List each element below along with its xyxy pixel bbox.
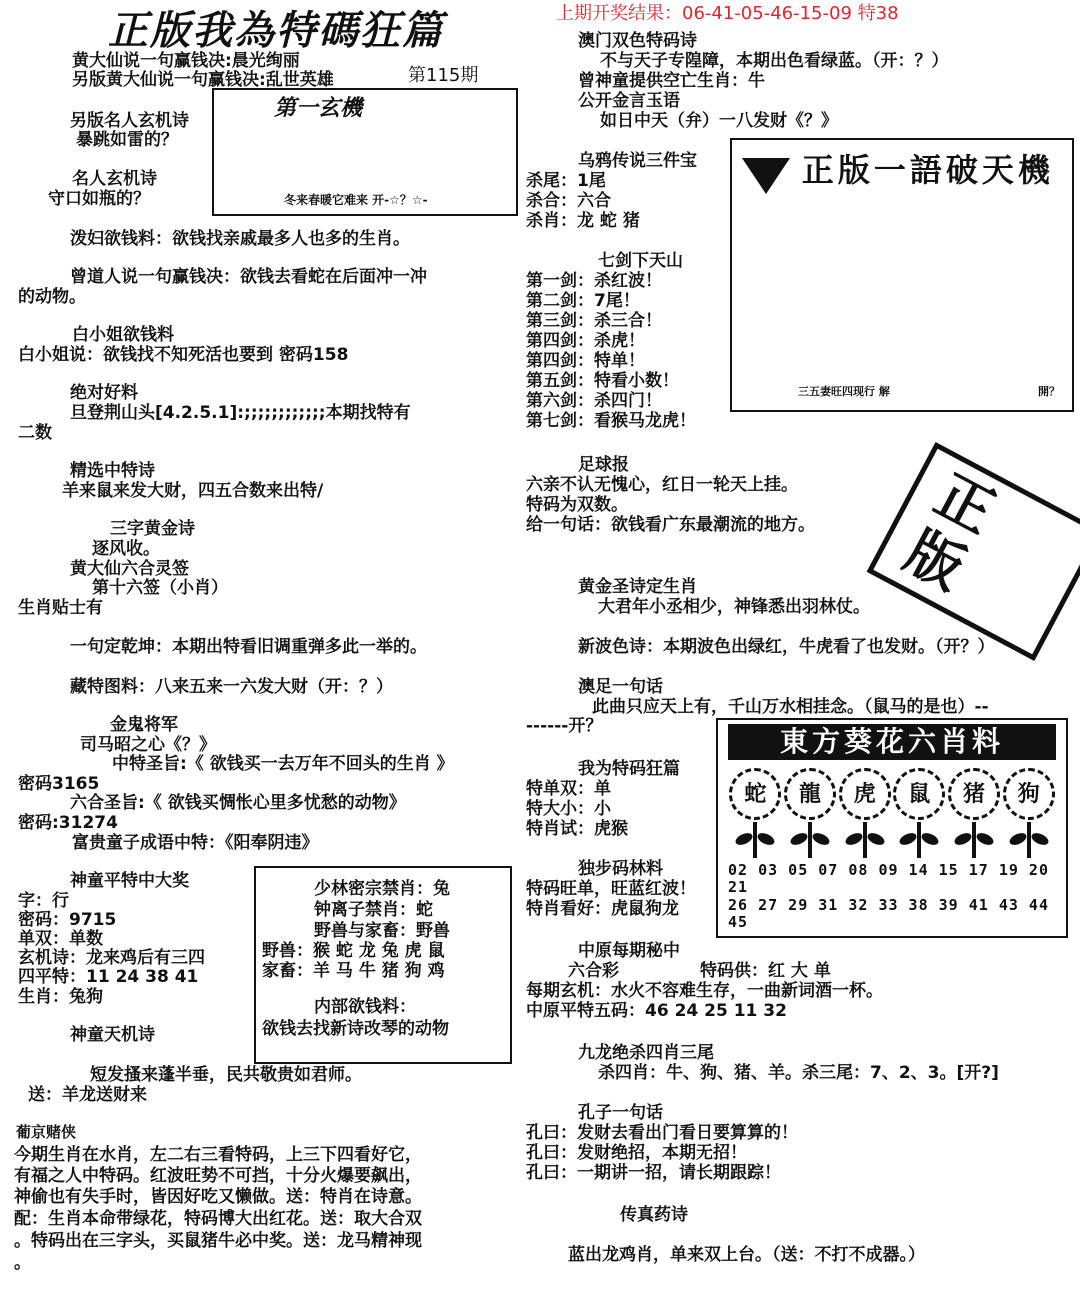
diamond-icon bbox=[742, 158, 790, 194]
issue-number: 第115期 bbox=[408, 65, 479, 86]
text-line: 密码3165 bbox=[18, 774, 100, 794]
text-line: 第七剑：看猴马龙虎！ bbox=[526, 411, 696, 431]
page-title: 正版我為特碼狂篇 bbox=[108, 8, 444, 54]
text-line: 生肖贴士有 bbox=[18, 598, 103, 618]
text-line: 孔曰：发财去看出门看日要算算的！ bbox=[526, 1123, 798, 1143]
text-line: 白小姐说：欲钱找不知死活也要到 密码158 bbox=[18, 345, 349, 365]
text-line: 神童天机诗 bbox=[70, 1025, 155, 1045]
text-line: 黄大仙六合灵签 bbox=[70, 559, 189, 579]
box-foot-left: 三五妻旺四现行 解 bbox=[798, 385, 890, 398]
sunflower bbox=[729, 768, 781, 858]
text-line: 羊来鼠来发大财，四五合数来出特/ bbox=[62, 481, 324, 501]
text-line: 密码：9715 bbox=[18, 910, 117, 930]
text-line: 独步码林料 bbox=[578, 859, 663, 879]
text-line: 曾神童提供空亡生肖：牛 bbox=[578, 71, 765, 91]
text-line: 乌鸦传说三件宝 bbox=[578, 151, 697, 171]
text-line: 神童平特中大奖 bbox=[70, 871, 189, 891]
text-line: 杀肖：龙 蛇 猪 bbox=[526, 211, 640, 231]
text-line: 此曲只应天上有，千山万水相挂念。（鼠马的是也）-- bbox=[592, 697, 989, 717]
box-forbidden-zodiac bbox=[254, 866, 512, 1064]
text-line: 第二剑：7尾！ bbox=[526, 291, 640, 311]
text-line: 第四剑：杀虎！ bbox=[526, 331, 645, 351]
text-line: 特单双：单 bbox=[526, 779, 611, 799]
text-line: 金鬼将军 bbox=[110, 715, 178, 735]
box-one-word-secret bbox=[730, 138, 1074, 412]
text-line: 一句定乾坤：本期出特看旧调重弹多此一举的。 bbox=[70, 637, 427, 657]
text-line: 足球报 bbox=[578, 455, 629, 475]
text-line: 。特码出在三字头，买鼠猪牛必中奖。送：龙马精神现 bbox=[14, 1231, 422, 1251]
text-line: 绝对好料 bbox=[70, 383, 138, 403]
box-line: 欲钱去找新诗改琴的动物 bbox=[262, 1019, 449, 1039]
sunflower-six-zodiac-box bbox=[716, 718, 1068, 938]
text-line: 如日中天（弁）一八发财《？》 bbox=[600, 111, 838, 131]
text-line: 有福之人中特码。红波旺势不可挡，十分火爆要飙出， bbox=[14, 1166, 422, 1186]
box-line: 野兽：猴 蛇 龙 兔 虎 鼠 bbox=[262, 941, 445, 961]
zodiac-label: 虎 bbox=[839, 768, 891, 820]
text-line: 六合彩 bbox=[568, 961, 619, 981]
text-line: 配：生肖本命带绿花，特码博大出红花。送：取大合双 bbox=[14, 1209, 422, 1229]
text-line: 第一剑：杀红波！ bbox=[526, 271, 662, 291]
box-text: 冬来春暖它难来 开-☆？☆- bbox=[284, 193, 428, 207]
text-line: 另版黄大仙说一句赢钱决:乱世英雄 bbox=[72, 70, 334, 90]
text-line: 澳门双色特码诗 bbox=[578, 31, 697, 51]
text-line: 曾道人说一句赢钱决：欲钱去看蛇在后面冲一冲 bbox=[70, 267, 427, 287]
text-line: 字：行 bbox=[18, 891, 69, 911]
text-line: 第三剑：杀三合！ bbox=[526, 311, 662, 331]
sunflower bbox=[893, 768, 945, 858]
text-line: 黄大仙说一句赢钱决:晨光绚丽 bbox=[72, 51, 300, 71]
box-title: 第一玄機 bbox=[274, 96, 363, 121]
zodiac-label: 蛇 bbox=[729, 768, 781, 820]
text-line: 守口如瓶的？ bbox=[48, 189, 150, 209]
box-line: 野兽与家畜：野兽 bbox=[314, 921, 450, 941]
zodiac-label: 狗 bbox=[1003, 768, 1055, 820]
text-line: 大君年小丞相少，神锋悉出羽林仗。 bbox=[598, 597, 870, 617]
text-line: ------开？ bbox=[526, 716, 603, 736]
text-line: 孔曰：发财绝招，本期无招！ bbox=[526, 1143, 747, 1163]
text-line: 特码为双数。 bbox=[526, 495, 628, 515]
text-line: 中原平特五码：46 24 25 11 32 bbox=[526, 1001, 787, 1021]
box-line: 少林密宗禁肖：兔 bbox=[314, 879, 450, 899]
text-line: 六合圣旨:《 欲钱买惆怅心里多忧愁的动物》 bbox=[70, 793, 406, 813]
sunflower bbox=[839, 768, 891, 858]
text-line: 第四剑：特单！ bbox=[526, 351, 645, 371]
last-draw-result: 上期开奖结果：06-41-05-46-15-09 特38 bbox=[556, 3, 899, 24]
text-line: 逐风收。 bbox=[92, 539, 160, 559]
text-line: 泼妇欲钱料：欲钱找亲戚最多人也多的生肖。 bbox=[70, 229, 410, 249]
zodiac-label: 猪 bbox=[948, 768, 1000, 820]
sunflower bbox=[784, 768, 836, 858]
text-line: 六亲不认无愧心，红日一轮天上挂。 bbox=[526, 475, 798, 495]
text-line: 第十六签（小肖） bbox=[92, 578, 228, 598]
text-line: 三字黄金诗 bbox=[110, 519, 195, 539]
number-row: 26 27 29 31 32 33 38 39 41 43 44 45 bbox=[728, 895, 1049, 931]
text-line: 暴跳如雷的？ bbox=[76, 130, 178, 150]
box-foot-right: 開？ bbox=[1038, 385, 1060, 398]
text-line: 特大小：小 bbox=[526, 799, 611, 819]
text-line: 传真药诗 bbox=[620, 1205, 688, 1225]
text-line: 杀四肖：牛、狗、猪、羊。杀三尾：7、2、3。[开?] bbox=[598, 1063, 999, 1083]
text-line: 蓝出龙鸡肖，单来双上台。（送：不打不成器。） bbox=[568, 1245, 925, 1265]
text-line: 的动物。 bbox=[18, 287, 86, 307]
text-line: 送：羊龙送财来 bbox=[28, 1085, 147, 1105]
box-title: 東方葵花六肖料 bbox=[728, 724, 1056, 760]
box-line: 内部欲钱料： bbox=[314, 997, 416, 1017]
text-line: 第五剑：特看小数！ bbox=[526, 371, 679, 391]
text-line: 孔曰：一期讲一招，请长期跟踪！ bbox=[526, 1163, 781, 1183]
text-line: 中原每期秘中 bbox=[578, 941, 680, 961]
text-line: 新波色诗：本期波色出绿红，牛虎看了也发财。（开？） bbox=[578, 637, 995, 657]
text-line: 特码旺单，旺蓝红波！ bbox=[526, 879, 696, 899]
zodiac-label: 龍 bbox=[784, 768, 836, 820]
sunflower bbox=[1003, 768, 1055, 858]
text-line: 神偷也有失手时，皆因好吃又懒做。送：特肖在诗意。 bbox=[14, 1187, 422, 1207]
text-line: 精选中特诗 bbox=[70, 461, 155, 481]
number-row: 02 03 05 07 08 09 14 15 17 19 20 21 bbox=[728, 861, 1049, 897]
text-line: 特肖看好：虎鼠狗龙 bbox=[526, 899, 679, 919]
text-line: 杀合：六合 bbox=[526, 191, 611, 211]
text-line: 澳足一句话 bbox=[578, 677, 663, 697]
box-first-mystery bbox=[212, 88, 518, 216]
text-line: 单双：单数 bbox=[18, 929, 103, 949]
text-line: 藏特图料：八来五来一六发大财（开：？） bbox=[70, 677, 393, 697]
text-line: 特码供：红 大 单 bbox=[700, 961, 831, 981]
text-line: 孔子一句话 bbox=[578, 1103, 663, 1123]
text-line: 今期生肖在水肖，左二右三看特码，上三下四看好它， bbox=[14, 1145, 422, 1165]
text-line: 给一句话：欲钱看广东最潮流的地方。 bbox=[526, 515, 815, 535]
flower-row bbox=[718, 764, 1066, 862]
text-line: 旦登荆山头[4.2.5.1]:;;;;;;;;;;;;本期找特有 bbox=[70, 403, 411, 423]
text-line: 名人玄机诗 bbox=[72, 169, 157, 189]
box-title: 正版一語破天機 bbox=[801, 151, 1054, 189]
text-line: 司马昭之心《？》 bbox=[80, 735, 216, 755]
text-line: 四平特：11 24 38 41 bbox=[18, 967, 199, 987]
text-line: 短发搔来蓬半垂，民共敬贵如君师。 bbox=[90, 1065, 362, 1085]
text-line: 我为特码狂篇 bbox=[578, 759, 680, 779]
text-line: 杀尾：1尾 bbox=[526, 171, 606, 191]
zodiac-label: 鼠 bbox=[893, 768, 945, 820]
text-line: 黄金圣诗定生肖 bbox=[578, 577, 697, 597]
text-line: 葡京赌侠 bbox=[16, 1123, 77, 1141]
text-line: 生肖：兔狗 bbox=[18, 987, 103, 1007]
text-line: 密码:31274 bbox=[18, 813, 118, 833]
text-line: 二数 bbox=[18, 423, 52, 443]
text-line: 富贵童子成语中特：《阳奉阴违》 bbox=[72, 833, 319, 853]
text-line: 九龙绝杀四肖三尾 bbox=[578, 1043, 714, 1063]
text-line: 公开金言玉语 bbox=[578, 91, 680, 111]
text-line: 特肖试：虎猴 bbox=[526, 819, 628, 839]
text-line: 。 bbox=[14, 1253, 31, 1273]
box-line: 家畜：羊 马 牛 猪 狗 鸡 bbox=[262, 961, 445, 981]
text-line: 白小姐欲钱料 bbox=[72, 325, 174, 345]
text-line: 玄机诗：龙来鸡后有三四 bbox=[18, 948, 205, 968]
text-line: 中特圣旨:《 欲钱买一去万年不回头的生肖 》 bbox=[112, 754, 454, 774]
text-line: 每期玄机：水火不容难生存，一曲新词酒一杯。 bbox=[526, 981, 883, 1001]
text-line: 不与天子专隍障，本期出色看绿蓝。（开：？） bbox=[600, 51, 949, 71]
box-line: 钟离子禁肖：蛇 bbox=[314, 900, 433, 920]
text-line: 另版名人玄机诗 bbox=[70, 111, 189, 131]
sunflower bbox=[948, 768, 1000, 858]
authentic-stamp: 正版 bbox=[867, 442, 1080, 661]
text-line: 七剑下天山 bbox=[598, 251, 683, 271]
text-line: 第六剑：杀四门！ bbox=[526, 391, 662, 411]
